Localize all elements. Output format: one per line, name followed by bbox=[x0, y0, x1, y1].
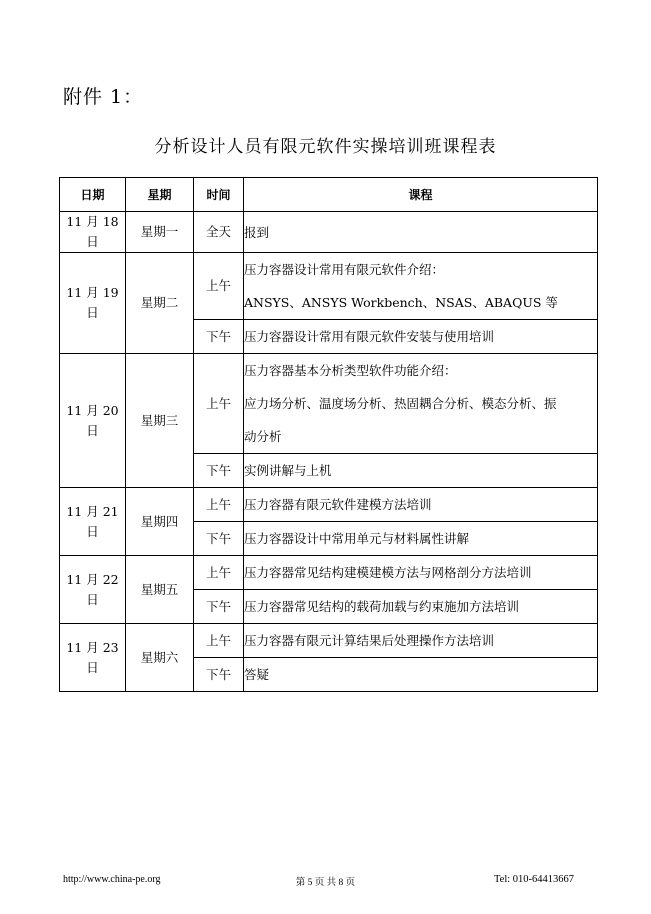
time-cell: 下午 bbox=[194, 658, 244, 692]
weekday-cell: 星期三 bbox=[126, 354, 194, 488]
schedule-table bbox=[59, 177, 598, 692]
course-line: 压力容器设计常用有限元软件安装与使用培训 bbox=[244, 329, 495, 344]
course-line: 答疑 bbox=[244, 667, 270, 682]
header-date: 日期 bbox=[60, 178, 126, 212]
course-cell bbox=[244, 253, 598, 320]
course-cell bbox=[244, 624, 598, 658]
time-cell: 下午 bbox=[194, 522, 244, 556]
course-cell bbox=[244, 556, 598, 590]
course-cell bbox=[244, 320, 598, 354]
date-cell: 11 月 18 日 bbox=[60, 212, 126, 253]
course-line: 压力容器有限元软件建模方法培训 bbox=[244, 497, 432, 512]
header-time: 时间 bbox=[194, 178, 244, 212]
time-cell: 上午 bbox=[194, 556, 244, 590]
weekday-cell: 星期六 bbox=[126, 624, 194, 692]
course-cell bbox=[244, 590, 598, 624]
table-row bbox=[60, 556, 598, 590]
course-line: 实例讲解与上机 bbox=[244, 463, 332, 478]
time-cell: 上午 bbox=[194, 624, 244, 658]
table-row bbox=[60, 212, 598, 253]
table-row bbox=[60, 488, 598, 522]
table-row bbox=[60, 354, 598, 454]
date-cell: 11 月 21 日 bbox=[60, 488, 126, 556]
course-line: 压力容器基本分析类型软件功能介绍： bbox=[244, 363, 457, 378]
page-title: 分析设计人员有限元软件实操培训班课程表 bbox=[154, 137, 497, 157]
header-weekday: 星期 bbox=[126, 178, 194, 212]
footer-telephone: Tel: 010-64413667 bbox=[494, 874, 575, 885]
weekday-cell: 星期五 bbox=[126, 556, 194, 624]
course-line: 报到 bbox=[244, 224, 270, 240]
course-line: 压力容器有限元计算结果后处理操作方法培训 bbox=[244, 633, 495, 648]
course-cell bbox=[244, 354, 598, 454]
course-cell bbox=[244, 212, 598, 253]
time-cell: 下午 bbox=[194, 454, 244, 488]
time-cell: 上午 bbox=[194, 253, 244, 320]
weekday-cell: 星期二 bbox=[126, 253, 194, 354]
header-row bbox=[60, 178, 598, 212]
course-cell bbox=[244, 522, 598, 556]
header-course: 课程 bbox=[244, 178, 598, 212]
weekday-cell: 星期一 bbox=[126, 212, 194, 253]
course-line: 动分析 bbox=[244, 429, 282, 444]
course-line: 压力容器设计常用有限元软件介绍： bbox=[244, 262, 445, 277]
course-line: 应力场分析、温度场分析、热固耦合分析、模态分析、振 bbox=[244, 396, 557, 411]
date-cell: 11 月 23 日 bbox=[60, 624, 126, 692]
course-cell bbox=[244, 488, 598, 522]
weekday-cell: 星期四 bbox=[126, 488, 194, 556]
course-line: ANSYS、ANSYS Workbench、NSAS、ABAQUS 等 bbox=[244, 295, 558, 310]
date-cell: 11 月 19 日 bbox=[60, 253, 126, 354]
time-cell: 下午 bbox=[194, 320, 244, 354]
time-cell: 上午 bbox=[194, 354, 244, 454]
time-cell: 上午 bbox=[194, 488, 244, 522]
time-cell: 下午 bbox=[194, 590, 244, 624]
course-line: 压力容器常见结构建模建模方法与网格剖分方法培训 bbox=[244, 565, 532, 580]
course-line: 压力容器设计中常用单元与材料属性讲解 bbox=[244, 531, 470, 546]
date-cell: 11 月 22 日 bbox=[60, 556, 126, 624]
table-row bbox=[60, 253, 598, 320]
time-cell: 全天 bbox=[194, 212, 244, 253]
course-line: 压力容器常见结构的载荷加载与约束施加方法培训 bbox=[244, 599, 520, 614]
footer-page-number: 第 5 页 共 8 页 bbox=[295, 878, 356, 888]
course-cell bbox=[244, 658, 598, 692]
course-cell bbox=[244, 454, 598, 488]
table-row bbox=[60, 624, 598, 658]
attachment-label: 附件 1： bbox=[63, 86, 144, 108]
date-cell: 11 月 20 日 bbox=[60, 354, 126, 488]
footer-url: http://www.china-pe.org bbox=[63, 874, 161, 885]
